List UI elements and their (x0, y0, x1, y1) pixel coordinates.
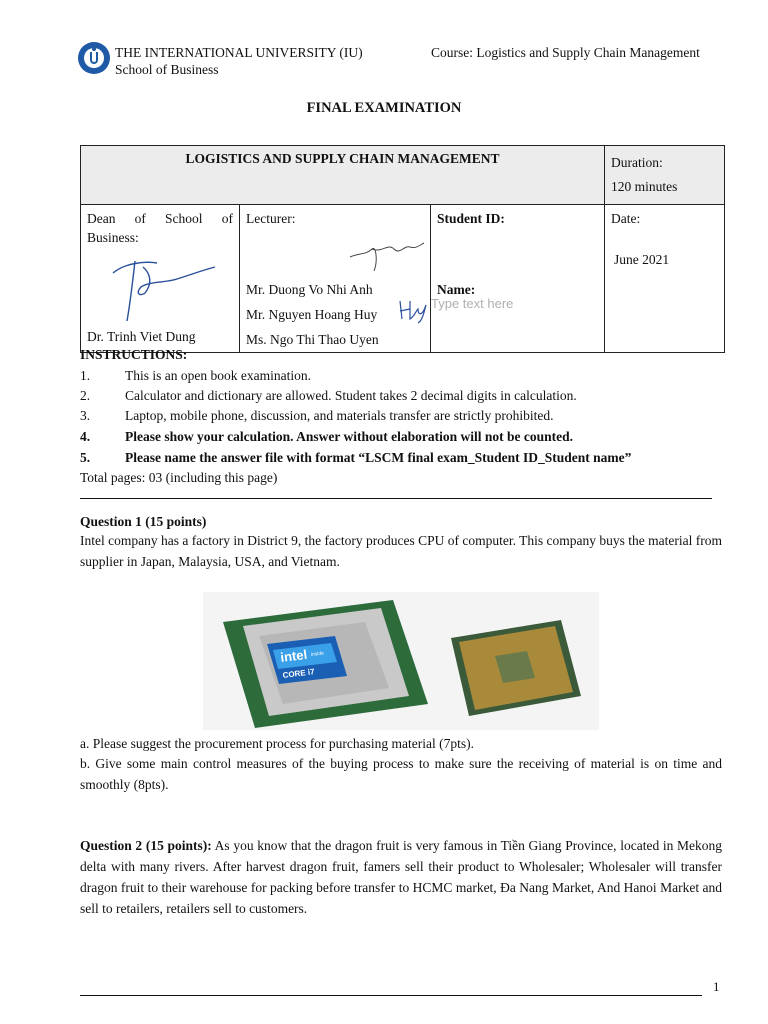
university-name: THE INTERNATIONAL UNIVERSITY (IU) (115, 45, 363, 60)
dean-label-business: Business: (87, 230, 139, 245)
cpu-inside-label: inside (310, 650, 325, 658)
lecturer-signature-icon (348, 235, 426, 275)
instruction-item (80, 429, 720, 445)
student-cell (431, 205, 605, 353)
exam-info-table (80, 145, 725, 353)
university-logo-icon (78, 42, 110, 74)
exam-title: FINAL EXAMINATION (306, 100, 462, 116)
dean-name: Dr. Trinh Viet Dung (87, 329, 196, 344)
question1-part-a: a. Please suggest the procurement process for purchasing material (7pts). (80, 736, 474, 751)
section-divider (80, 498, 712, 499)
dean-signature-icon (105, 253, 225, 323)
instruction-text: Calculator and dictionary are allowed. Student takes 2 decimal digits in calculation. (125, 388, 577, 403)
cpu-model-label: CORE i7 (282, 667, 316, 680)
subject-title: LOGISTICS AND SUPPLY CHAIN MANAGEMENT (81, 146, 605, 205)
dean-cell (81, 205, 240, 353)
instruction-number: 1. (80, 368, 91, 383)
dean-label-line (87, 211, 233, 227)
dean-label-word: of (134, 211, 146, 226)
question2 (80, 835, 722, 919)
type-text-placeholder[interactable]: Type text here (431, 296, 514, 311)
instruction-text: Please name the answer file with format “LSCM final exam_Student ID_Student name” (125, 450, 632, 465)
cpu-image (203, 592, 599, 730)
duration-label: Duration: (611, 155, 663, 170)
instruction-number: 4. (80, 429, 91, 444)
question1-body: Intel company has a factory in District 9, the factory produces CPU of computer. This company buys the material from supplier in Japan, Malaysia, USA, and Vietnam. (80, 533, 722, 569)
date-value: June 2021 (614, 252, 670, 267)
question2-title: Question 2 (15 points): (80, 838, 212, 853)
lecturer-cell (240, 205, 431, 353)
lecturer-label: Lecturer: (246, 211, 296, 226)
lecturer-name-3: Ms. Ngo Thi Thao Uyen (246, 332, 379, 347)
question2-body: As you know that the dragon fruit is very famous in Tiền Giang Province, located in Mekong delta with many rivers. After harvest dragon fruit, famers sell their product to Wholesaler; Wholesaler will transfer dragon fruit to their warehouse for packing before transfer to HCMC market, Đa Nang Market, And Hanoi Market and sell to retailers, retailers sell to customers. (80, 838, 723, 916)
duration-cell (605, 146, 725, 205)
instruction-number: 2. (80, 388, 91, 403)
date-label: Date: (611, 211, 641, 226)
student-id-label: Student ID: (437, 211, 505, 226)
instruction-item (80, 450, 720, 466)
cpu-illustration-icon (203, 592, 599, 730)
huy-signature-icon (396, 297, 430, 325)
total-pages: Total pages: 03 (including this page) (80, 470, 278, 485)
instructions-heading: INSTRUCTIONS: (80, 347, 188, 362)
dean-label-word: Dean (87, 211, 116, 226)
cpu-brand-label: intel (279, 646, 308, 665)
instruction-item (80, 368, 720, 384)
instruction-text: Please show your calculation. Answer without elaboration will not be counted. (125, 429, 574, 444)
dean-label-word: of (221, 211, 233, 226)
instruction-text: This is an open book examination. (125, 368, 311, 383)
school-name: School of Business (115, 62, 219, 77)
question1-part-b: b. Give some main control measures of the buying process to make sure the receiving of material is on time and smoothly (8pts). (80, 756, 722, 792)
course-name: Course: Logistics and Supply Chain Management (431, 45, 700, 60)
instruction-item (80, 388, 720, 404)
page-number: 1 (713, 979, 720, 994)
question1-title: Question 1 (15 points) (80, 514, 207, 529)
instruction-text: Laptop, mobile phone, discussion, and materials transfer are strictly prohibited. (125, 408, 554, 423)
instruction-number: 5. (80, 450, 91, 465)
instruction-number: 3. (80, 408, 91, 423)
lecturer-name-2: Mr. Nguyen Hoang Huy (246, 307, 378, 322)
duration-value: 120 minutes (611, 179, 678, 194)
instruction-item (80, 408, 720, 424)
footer-divider (80, 995, 702, 996)
lecturer-name-1: Mr. Duong Vo Nhi Anh (246, 282, 373, 297)
student-name-label: Name: (437, 282, 476, 297)
date-cell (605, 205, 725, 353)
dean-label-word: School (165, 211, 203, 226)
